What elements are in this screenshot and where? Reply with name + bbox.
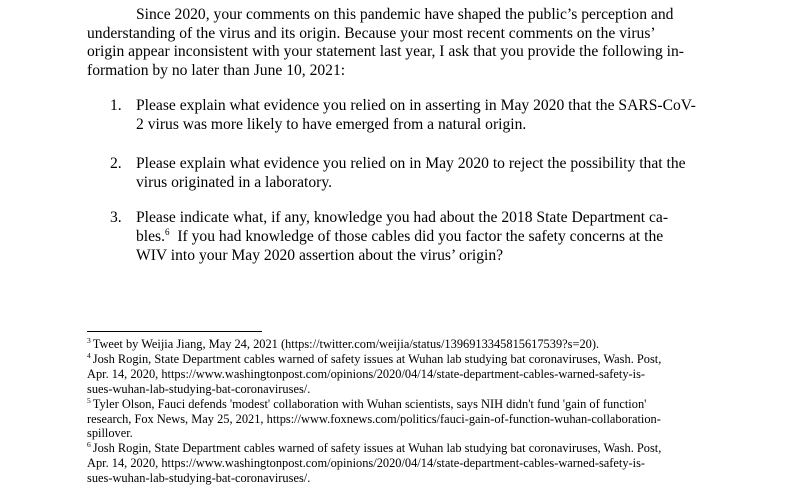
footnote-line <box>87 397 727 412</box>
footnote-marker: 5 <box>87 395 91 405</box>
footnote-text: Josh Rogin, State Department cables warned of safety issues at Wuhan lab studying bat coronaviruses, Wash. Post, <box>92 441 662 456</box>
footnote-line <box>87 441 727 456</box>
question-text <box>136 208 736 265</box>
footnote-marker: 4 <box>87 350 91 360</box>
footnote-line <box>87 352 727 367</box>
footnote-marker: 3 <box>87 336 91 345</box>
footnote-line: Apr. 14, 2020, https://www.washingtonpost.com/opinions/2020/04/14/state-department-cables-warned-safety-is- <box>87 366 646 381</box>
footnote-line: sues-wuhan-lab-studying-bat-coronaviruses/. <box>87 471 311 486</box>
footnote-line <box>87 337 727 352</box>
question-text <box>136 96 736 134</box>
footnote-line: sues-wuhan-lab-studying-bat-coronaviruses/. <box>87 381 311 396</box>
footnote <box>87 352 727 397</box>
footnote <box>87 397 727 442</box>
intro-line: understanding of the virus and its origin. Because your most recent comments on the virus’ <box>87 24 656 42</box>
question-line: virus originated in a laboratory. <box>136 174 333 191</box>
question-line: Please indicate what, if any, knowledge you had about the 2018 State Department ca- <box>136 209 669 226</box>
footnote-reference: 6 <box>165 227 170 237</box>
footnote-marker: 6 <box>87 440 91 450</box>
question-number: 3. <box>110 209 122 226</box>
intro-paragraph <box>87 6 721 80</box>
question-line: WIV into your May 2020 assertion about the virus’ origin? <box>136 247 504 264</box>
footnotes <box>87 337 727 486</box>
footnote-line: Apr. 14, 2020, https://www.washingtonpost.com/opinions/2020/04/14/state-department-cables-warned-safety-is- <box>87 456 646 471</box>
question-number: 1. <box>110 97 122 114</box>
question-line-start: bles. <box>136 228 166 245</box>
question-number: 2. <box>110 155 122 172</box>
question-line <box>136 227 736 246</box>
intro-line: formation by no later than June 10, 2021: <box>87 61 346 79</box>
footnote-divider <box>87 331 262 332</box>
footnote-line: research, Fox News, May 25, 2021, https://www.foxnews.com/politics/fauci-gain-of-function-wuhan-collaboration- <box>87 411 661 426</box>
question-line: 2 virus was more likely to have emerged from a natural origin. <box>136 116 527 133</box>
footnote-line: spillover. <box>87 426 133 441</box>
intro-line: Since 2020, your comments on this pandemic have shaped the public’s perception and <box>136 6 674 23</box>
question-line-end: If you had knowledge of those cables did you factor the safety concerns at the <box>169 228 664 245</box>
intro-line: origin appear inconsistent with your statement last year, I ask that you provide the following in- <box>87 43 684 61</box>
footnote-text: Tweet by Weijia Jiang, May 24, 2021 (https://twitter.com/weijia/status/1396913345815617539?s=20). <box>92 337 600 351</box>
question-text <box>136 154 736 192</box>
footnote-text: Tyler Olson, Fauci defends 'modest' collaboration with Wuhan scientists, says NIH didn't fund 'gain of function' <box>92 396 647 411</box>
footnote-text: Josh Rogin, State Department cables warned of safety issues at Wuhan lab studying bat coronaviruses, Wash. Post, <box>92 351 662 366</box>
footnote <box>87 441 727 486</box>
footnote <box>87 337 727 352</box>
question-line: Please explain what evidence you relied on in May 2020 to reject the possibility that the <box>136 155 686 172</box>
question-line: Please explain what evidence you relied on in asserting in May 2020 that the SARS-CoV- <box>136 97 696 114</box>
